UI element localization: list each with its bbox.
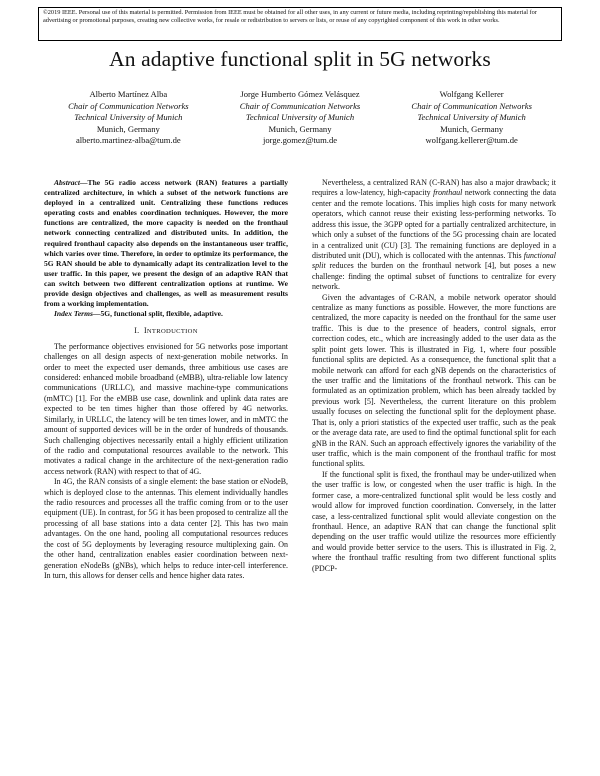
abstract xyxy=(44,178,288,309)
author-affiliation: Technical University of Munich xyxy=(245,112,355,123)
text-run: network connecting the data center and the remote locations. This implies high costs for many network operators, which cannot reuse their existing less-performing networks. To address this issue, the 3GPP opted for a partially centralized architecture, in which only a subset of the functions of the 5G processing chain are located in a centralized unit (CU) [3]. The remaining functions are deployed in a distributed unit (DU), which is collocated with the antennas. This xyxy=(312,188,556,260)
right-column xyxy=(312,178,556,574)
section-heading-introduction xyxy=(44,326,288,337)
author-1 xyxy=(44,89,213,147)
author-email: wolfgang.kellerer@tum.de xyxy=(425,135,518,146)
author-location: Munich, Germany xyxy=(268,123,332,134)
index-terms-text: 5G, functional split, flexible, adaptive. xyxy=(100,309,223,319)
author-location: Munich, Germany xyxy=(440,123,504,134)
author-affiliation: Technical University of Munich xyxy=(74,112,183,123)
author-location: Munich, Germany xyxy=(96,123,160,134)
section-title-initial: I xyxy=(143,326,147,336)
author-name: Jorge Humberto Gómez Velásquez xyxy=(240,89,360,99)
author-email: jorge.gomez@tum.de xyxy=(262,135,338,146)
author-affiliation: Chair of Communication Networks xyxy=(239,100,361,111)
abstract-text: The 5G radio access network (RAN) features a partially centralized architecture, in which a subset of the network functions are deployed in a centralized unit. Centralizing these functions reduces operating costs and enables coordination techniques. However, the more functions are centralized, the more capacity is needed on the fronthaul network connecting centralized and distributed units. In addition, the required fronthaul capacity also depends on the instantaneous user traffic, which varies over time. Therefore, in order to optimize its performance, the 5G RAN should be able to dynamically adapt its centralization level to the user traffic. In this paper, we present the design of an adaptive RAN that can switch between two different centralization options at runtime. We provide design objectives and challenges, as well as measurement results from a working implementation. xyxy=(44,178,288,309)
author-affiliation: Chair of Communication Networks xyxy=(68,100,189,111)
text-run: reduces the burden on the fronthaul network [4], but poses a new challenge: finding the optimal subset of functions to centralize for every network. xyxy=(312,261,556,292)
section-title-rest: NTRODUCTION xyxy=(146,328,198,336)
text-run: Nevertheless, a centralized RAN (C-RAN) has also a major drawback; it requires a low-latency, high-capacity xyxy=(312,178,556,198)
author-affiliation: Technical University of Munich xyxy=(417,112,526,123)
copyright-notice: ©2019 IEEE. Personal use of this material is permitted. Permission from IEEE must be obtained for all other uses, in any current or future media, including reprinting/republishing this material for advertising or promotional purposes, creating new collective works, for resale or redistribution to servers or lists, or reuse of any copyrighted component of this work in other works. xyxy=(38,7,562,41)
author-affiliation: Chair of Communication Networks xyxy=(411,100,532,111)
body-paragraph: Given the advantages of C-RAN, a mobile network operator should centralize as many functions as possible. However, the more functions are centralized, the more capacity is needed on the fronthaul for the same user traffic. This is due to the presence of headers, control signals, error correction codes, etc., which are increasingly added to the user data as the split point gets lower. This is illustrated in Fig. 1, where four possible functional splits are depicted. As a consequence, the functional split that a mobile network can afford for each gNB depends on the characteristics of the user traffic and the limitations of the fronthaul network. This can be formulated as an optimization problem, which has been already tackled by previous work [5]. Nevertheless, the current literature on this problem usually focuses on selecting the functional split for the deployment phase. That is, only a priori statistics of the expected user traffic, such as the peak or the average data rate, are used to find the optimal functional split for each gNB in the RAN. Such an approach effectively ignores the variability of the user traffic, which is the main component of the fronthaul traffic for most functional splits. xyxy=(312,292,556,469)
body-paragraph: In 4G, the RAN consists of a single element: the base station or eNodeB, which is deployed close to the antennas. This element individually handles the radio resources and processes all the traffic coming from or to the user equipment (UE). In contrast, for 5G it has been proposed to centralize all the processing of all base stations into a data center [2]. This has two main advantages. On the one hand, pooling all computational resources reduces the cost of 5G deployments by leveraging resource multiplexing gain. On the other hand, centralization enables easier coordination between next-generation eNodeBs (gNBs), which helps to reduce inter-cell interference. In turn, this allows for denser cells and hence higher data rates. xyxy=(44,477,288,581)
author-3 xyxy=(387,89,556,147)
index-terms-label: Index Terms— xyxy=(54,309,101,319)
author-2 xyxy=(213,89,388,147)
emphasis-fronthaul: fronthaul xyxy=(433,188,463,198)
body-paragraph xyxy=(312,178,556,293)
body-paragraph: If the functional split is fixed, the fronthaul may be under-utilized when the user traffic is low, or congested when the user traffic is high. In the former case, a more-centralized functional split would be less costly and would allow for improved function coordination. Conversely, in the latter case, a less-centralized functional split would alleviate congestion on the fronthaul. Hence, an adaptive RAN that can change the functional split depending on the user traffic would utilize the resources more efficiently and would provide better service to the users. This is illustrated in Fig. 2, where the fronthaul traffic resulting from two different functional splits (PDCP- xyxy=(312,469,556,573)
index-terms xyxy=(44,309,288,319)
body-paragraph: The performance objectives envisioned for 5G networks pose important challenges on all design aspects of next-generation mobile networks. In order to meet the expected user demands, three ambitious use cases are considered: enhanced mobile broadband (eMBB), ultra-reliable low latency communications (URLLC), and massive machine-type communications (mMTC) [1]. For the eMBB use case, downlink and uplink data rates are expected to be ten times higher than those offered by 4G networks. Similarly, in URLLC, the latency will be ten times lower, and in mMTC the amount of supported devices will be in the order of hundreds of thousands. Such challenging objectives necessarily entail a highly efficient utilization of the radio and computational resources available to the network. This motivates a radical change in the architecture of the next-generation radio access network (RAN) with respect to that of 4G. xyxy=(44,341,288,476)
section-numeral: I. xyxy=(134,326,140,336)
abstract-label: Abstract— xyxy=(54,178,88,187)
left-column xyxy=(44,178,288,581)
emphasis-functional-split: functional split xyxy=(312,250,556,271)
author-name: Wolfgang Kellerer xyxy=(439,89,504,99)
author-email: alberto.martinez-alba@tum.de xyxy=(75,135,181,146)
author-name: Alberto Martínez Alba xyxy=(89,89,168,99)
paper-title: An adaptive functional split in 5G networks xyxy=(109,47,491,71)
author-block xyxy=(44,89,556,147)
